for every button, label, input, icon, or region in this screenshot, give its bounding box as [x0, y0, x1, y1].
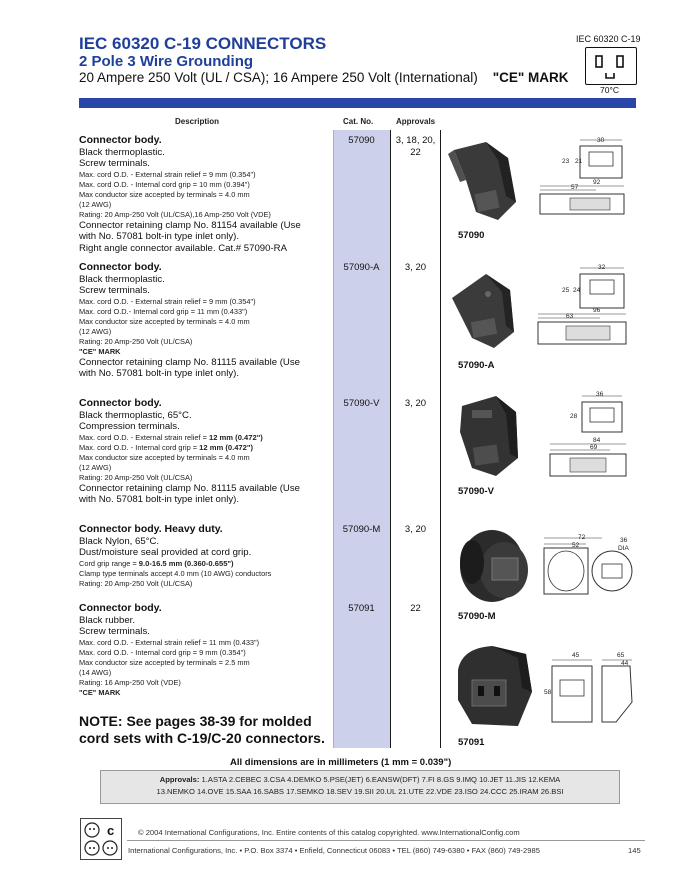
- connector-photo-57090-m: [452, 516, 536, 606]
- logo-letter: c: [107, 823, 115, 838]
- spec-line: Max conductor size accepted by terminals = 4.0 mm: [79, 316, 250, 326]
- connector-photo-57091: [452, 640, 540, 734]
- dim-value: 72: [578, 534, 586, 541]
- connector-photo-57090: [446, 140, 526, 230]
- text-line: Screw terminals.: [79, 285, 150, 296]
- text-line: Compression terminals.: [79, 421, 180, 432]
- dimension-drawing-57090: [530, 136, 640, 232]
- column-description: Description: [175, 117, 220, 126]
- spec-label: Max. cord O.D. - Internal cord grip =: [79, 442, 200, 452]
- page-title: IEC 60320 C-19 CONNECTORS: [79, 34, 327, 53]
- approvals-column-band: [390, 130, 441, 748]
- footer-divider: [127, 840, 645, 841]
- spec-line: Max. cord O.D. - Internal cord grip = 9 mm (0.354"): [79, 647, 246, 657]
- dim-value: 57: [571, 184, 579, 191]
- rating-text: 20 Ampere 250 Volt (UL / CSA); 16 Ampere 250 Volt (International): [79, 70, 478, 85]
- text-line: Connector retaining clamp No. 81154 available (Use: [79, 219, 301, 231]
- text-line: Black thermoplastic, 65°C.: [79, 409, 192, 421]
- product-57091-description: [79, 603, 331, 698]
- dim-value: 65: [617, 652, 625, 659]
- dimension-drawing-57090-a: [530, 262, 640, 354]
- approvals-57090-v: 3, 20: [404, 398, 427, 409]
- approvals-legend-codes: 13.NEMKO 14.OVE 15.SAA 16.SABS 17.SEMKO 18.SEV 19.SII 20.UL 21.UTE 22.VDE 23.ISO 24.CCC 25.IRAM 26.BSI: [156, 787, 564, 796]
- company-address: International Configurations, Inc. • P.O. Box 3374 • Enfield, Connecticut 06083 • TEL (860) 749-6380 • FAX (860) 749-2985: [128, 846, 540, 855]
- temperature-rating: 70°C: [600, 85, 619, 95]
- column-cat-no: Cat. No.: [343, 117, 374, 126]
- spec-line: Rating: 20 Amp-250 Volt (UL/CSA),16 Amp-250 Volt (VDE): [79, 209, 271, 219]
- page-number: 145: [628, 846, 641, 855]
- spec-value: 9.0-16.5 mm (0.360-0.655"): [138, 558, 234, 568]
- spec-line: (12 AWG): [79, 462, 112, 472]
- cat-no-57090-a: 57090-A: [343, 262, 380, 273]
- dim-value: 36: [620, 537, 628, 544]
- product-heading: Connector body.: [79, 261, 162, 273]
- spec-line: Rating: 16 Amp-250 Volt (VDE): [79, 677, 181, 687]
- dimension-drawing-57090-m: [530, 520, 640, 604]
- spec-line: [79, 443, 331, 453]
- standard-label: IEC 60320 C-19: [576, 34, 641, 44]
- spec-line: Rating: 20 Amp-250 Volt (UL/CSA): [79, 472, 193, 482]
- text-line: with No. 57081 bolt-in type inlet only).: [79, 494, 239, 505]
- text-line: Screw terminals.: [79, 626, 150, 637]
- product-heading: Connector body.: [79, 602, 162, 614]
- connector-photo-57090-a: [448, 268, 528, 354]
- product-57090-v-description: [79, 398, 331, 506]
- dimensions-note: All dimensions are in millimeters (1 mm = 0.039"): [230, 757, 452, 768]
- text-line: Black thermoplastic.: [79, 146, 165, 158]
- product-heading: Connector body.: [79, 397, 162, 409]
- cat-column-band: [333, 130, 390, 748]
- cat-no-57090: 57090: [348, 135, 375, 146]
- spec-label: Max. cord O.D. - External strain relief =: [79, 432, 209, 442]
- dim-value: 84: [593, 437, 601, 444]
- dim-value: 30: [597, 137, 605, 144]
- text-line: Screw terminals.: [79, 158, 150, 169]
- product-57090-m-description: [79, 524, 331, 589]
- text-line: with No. 57081 bolt-in type inlet only).: [79, 231, 239, 242]
- photo-label-57091: 57091: [458, 737, 485, 748]
- dim-value: 25: [562, 287, 570, 294]
- spec-line: Max. cord O.D. - External strain relief = 11 mm (0.433"): [79, 637, 260, 647]
- page-subtitle: 2 Pole 3 Wire Grounding: [79, 53, 254, 70]
- dim-value: 23: [562, 158, 570, 165]
- spec-line: (12 AWG): [79, 326, 112, 336]
- dimension-drawing-57090-v: [530, 390, 640, 484]
- dim-value: 45: [572, 652, 580, 659]
- approvals-legend-label: Approvals:: [159, 775, 200, 784]
- cord-set-note: NOTE: See pages 38-39 for molded cord sets with C-19/C-20 connectors.: [79, 713, 325, 746]
- text-line: Connector retaining clamp No. 81115 available (Use: [79, 356, 300, 368]
- dim-value: 28: [570, 413, 578, 420]
- spec-line: "CE" MARK: [79, 346, 121, 356]
- text-line: Black Nylon, 65°C.: [79, 535, 160, 547]
- spec-line: Max conductor size accepted by terminals = 2.5 mm: [79, 657, 250, 667]
- spec-line: Rating: 20 Amp-250 Volt (UL/CSA): [79, 336, 193, 346]
- spec-line: (14 AWG): [79, 667, 112, 677]
- spec-label: Cord grip range =: [79, 558, 139, 568]
- spec-line: Max. cord O.D. - External strain relief = 9 mm (0.354"): [79, 296, 256, 306]
- photo-label-57090-a: 57090-A: [458, 360, 495, 371]
- connector-photo-57090-v: [452, 392, 528, 482]
- dim-value: 96: [593, 307, 601, 314]
- dim-value: 63: [566, 313, 574, 320]
- spec-line: Max. cord O.D. - External strain relief = 9 mm (0.354"): [79, 169, 256, 179]
- approvals-legend-line: [107, 774, 613, 786]
- approvals-legend: [100, 770, 620, 804]
- approvals-legend-codes: 1.ASTA 2.CEBEC 3.CSA 4.DEMKO 5.PSE(JET) 6.EANSW(DFT) 7.FI 8.GS 9.IMQ 10.JET 11.JIS 12.KEMA: [201, 775, 561, 784]
- photo-label-57090-m: 57090-M: [458, 611, 496, 622]
- dim-value: 92: [593, 179, 601, 186]
- text-line: Black rubber.: [79, 614, 135, 626]
- approvals-57090: [390, 135, 441, 158]
- spec-line: Max. cord O.D.- Internal cord grip = 11 mm (0.433"): [79, 306, 248, 316]
- spec-value: 12 mm (0.472"): [209, 432, 263, 442]
- dim-value: 58: [544, 689, 552, 696]
- spec-line: Max conductor size accepted by terminals = 4.0 mm: [79, 452, 250, 462]
- text-line: Dust/moisture seal provided at cord grip.: [79, 547, 252, 558]
- spec-line: (12 AWG): [79, 199, 112, 209]
- header-bar: [79, 98, 636, 108]
- column-approvals: Approvals: [396, 117, 436, 126]
- dim-value: 32: [598, 264, 606, 271]
- c19-socket-icon: [585, 47, 637, 85]
- spec-line: Max. cord O.D. - Internal cord grip = 10 mm (0.394"): [79, 179, 250, 189]
- text-line: Right angle connector available. Cat.# 57090-RA: [79, 242, 287, 254]
- spec-line: [79, 433, 331, 443]
- cat-no-57091: 57091: [348, 603, 375, 614]
- spec-line: Rating: 20 Amp-250 Volt (UL/CSA): [79, 578, 193, 588]
- spec-line: [79, 559, 331, 569]
- dim-value: 21: [575, 158, 583, 165]
- approvals-57090-a: 3, 20: [404, 262, 427, 273]
- product-heading: Connector body.: [79, 134, 162, 146]
- product-57090-description: [79, 135, 331, 254]
- dim-value: 24: [573, 287, 581, 294]
- text-line: Black thermoplastic.: [79, 273, 165, 285]
- approvals-57091: 22: [410, 603, 421, 614]
- product-57090-a-description: [79, 262, 331, 380]
- photo-label-57090: 57090: [458, 230, 485, 241]
- approval-codes: 22: [410, 146, 421, 158]
- spec-line: "CE" MARK: [79, 687, 121, 697]
- copyright-text: © 2004 International Configurations, Inc. Entire contents of this catalog copyrighted. www.InternationalConfig.com: [138, 828, 520, 837]
- dim-value: 69: [590, 444, 598, 451]
- text-line: with No. 57081 bolt-in type inlet only).: [79, 368, 239, 379]
- company-logo: [80, 818, 122, 860]
- approval-codes: 3, 18, 20,: [395, 135, 436, 146]
- photo-label-57090-v: 57090-V: [458, 486, 494, 497]
- dim-value: 52: [572, 542, 580, 549]
- text-line: Connector retaining clamp No. 81115 available (Use: [79, 482, 300, 494]
- spec-line: Clamp type terminals accept 4.0 mm (10 AWG) conductors: [79, 568, 272, 578]
- ce-mark: "CE" MARK: [492, 70, 569, 85]
- spec-line: Max conductor size accepted by terminals = 4.0 mm: [79, 189, 250, 199]
- approvals-57090-m: 3, 20: [404, 524, 427, 535]
- rating-line: [79, 70, 569, 85]
- dim-value: 36: [596, 391, 604, 398]
- dim-value: DIA: [618, 545, 629, 552]
- spec-value: 12 mm (0.472"): [199, 442, 253, 452]
- product-heading: Connector body. Heavy duty.: [79, 523, 223, 535]
- cat-no-57090-m: 57090-M: [342, 524, 381, 535]
- cat-no-57090-v: 57090-V: [343, 398, 380, 409]
- dim-value: 44: [621, 660, 629, 667]
